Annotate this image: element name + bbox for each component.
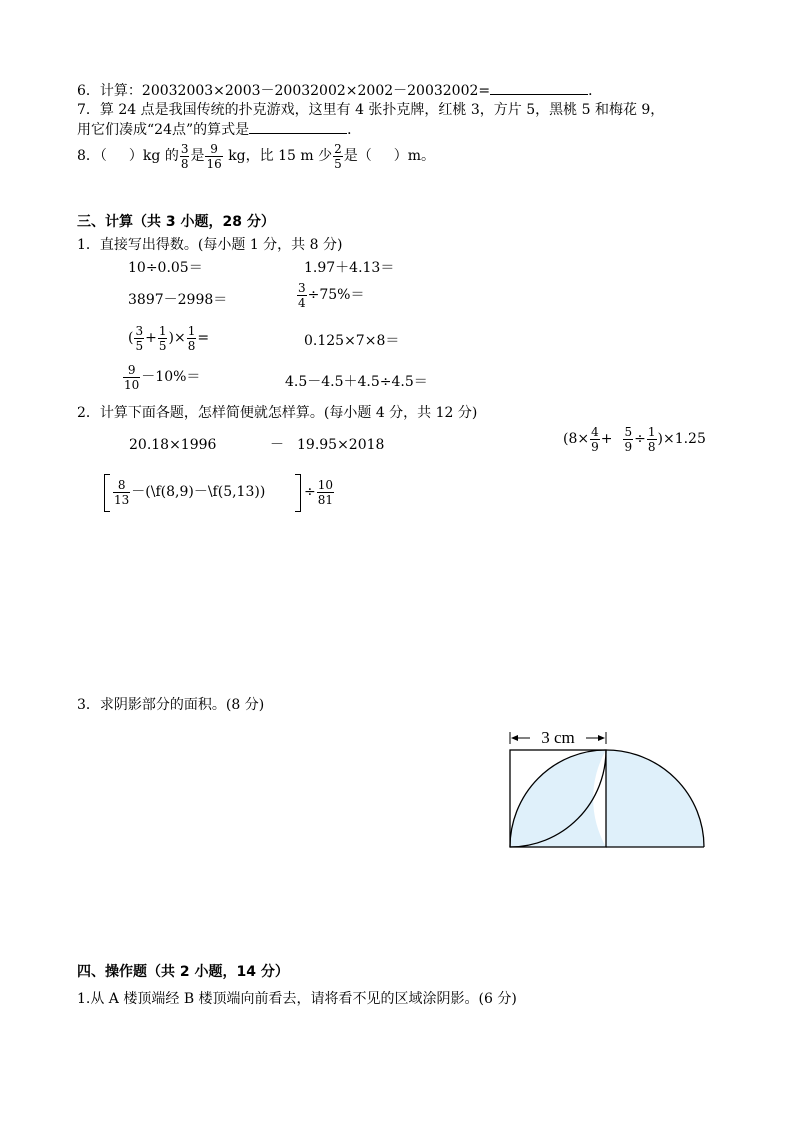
- denominator: 8: [647, 439, 656, 454]
- expr-7: [122, 362, 200, 392]
- numerator: 1: [158, 323, 167, 338]
- operator: ÷: [634, 431, 646, 447]
- answer-blank: [490, 80, 588, 95]
- fraction: [158, 324, 168, 353]
- fraction: [317, 478, 334, 507]
- numerator: 5: [624, 424, 633, 439]
- q8-part: kg，比 15 m 少: [223, 148, 333, 164]
- numerator: 1: [647, 424, 656, 439]
- expr-5: [128, 323, 209, 353]
- s4-q1-title: 1.从 A 楼顶端经 B 楼顶端向前看去，请将看不见的区域涂阴影。(6 分): [77, 991, 517, 1007]
- expr-8: 4.5－4.5＋4.5÷4.5＝: [285, 374, 428, 390]
- fraction: [123, 363, 140, 392]
- fraction: [113, 478, 130, 507]
- fraction: [590, 425, 600, 454]
- fraction: [205, 142, 222, 171]
- q8-part: 是（: [343, 148, 372, 164]
- question-7-line2: [77, 119, 361, 139]
- question-7-line1: 7．算 24 点是我国传统的扑克游戏，这里有 4 张扑克牌，红桃 3，方片 5，黑桃 5 和梅花 9，: [77, 102, 665, 118]
- operator: +: [600, 431, 613, 447]
- operator: =: [197, 330, 210, 346]
- calc-b-part: )×1.25: [657, 431, 706, 447]
- numerator: 3: [180, 141, 189, 156]
- numerator: 2: [334, 141, 342, 156]
- denominator: 8: [180, 156, 189, 171]
- denominator: 9: [591, 439, 599, 454]
- expr-4-text: ÷75%＝: [307, 287, 365, 303]
- denominator: 16: [206, 156, 222, 171]
- calc-c-text: －(\f(8,9)－\f(5,13)): [131, 484, 266, 500]
- fraction: [187, 324, 197, 353]
- q8-part: 是: [190, 148, 205, 164]
- calc-a-minus: －: [270, 437, 284, 453]
- calc-a-1: 20.18×1996: [129, 437, 217, 453]
- expr-6: 0.125×7×8＝: [304, 333, 400, 349]
- dim-arrow-left: [511, 735, 518, 741]
- operator: ÷: [304, 484, 316, 500]
- expr-1: 10÷0.05＝: [128, 260, 203, 276]
- section-3-title: 三、计算（共 3 小题，28 分）: [77, 214, 275, 230]
- numerator: 9: [205, 142, 222, 157]
- left-bracket: [104, 474, 110, 512]
- calc-b: [563, 424, 706, 454]
- numerator: 10: [317, 477, 334, 492]
- fraction: [647, 425, 657, 454]
- denominator: 5: [135, 338, 144, 353]
- paren: (: [128, 330, 134, 346]
- calc-a-2: 19.95×2018: [297, 437, 385, 453]
- answer-blank: [249, 119, 347, 134]
- operator: )×: [168, 330, 186, 346]
- section-4-title: 四、操作题（共 2 小题，14 分）: [77, 964, 289, 980]
- calc-b-part: (8×: [563, 431, 590, 447]
- denominator: 13: [114, 492, 130, 507]
- fraction: [134, 324, 144, 353]
- numerator: 3: [135, 323, 144, 338]
- numerator: 8: [113, 478, 130, 493]
- dim-label: 3 cm: [541, 728, 575, 747]
- expr-2: 1.97＋4.13＝: [304, 260, 395, 276]
- denominator: 9: [624, 439, 633, 454]
- shaded-quarter-circle: [606, 750, 704, 847]
- q6-tail: ．: [588, 83, 603, 99]
- q8-part: ）m。: [393, 148, 436, 164]
- denominator: 10: [124, 377, 140, 392]
- calc-c-tail: [304, 474, 335, 510]
- fraction: [333, 142, 343, 171]
- fraction: [180, 142, 190, 171]
- q8-part: 8．（: [77, 148, 107, 164]
- shaded-area-figure: [500, 722, 720, 857]
- q7-text: 用它们凑成“24点”的算式是: [77, 122, 250, 138]
- q6-text: 6．计算：20032003×2003－20032002×2002－20032002=: [77, 83, 491, 99]
- operator: +: [145, 330, 157, 346]
- numerator: 9: [123, 363, 140, 378]
- expr-7-text: －10%＝: [141, 369, 201, 385]
- denominator: 5: [158, 338, 167, 353]
- question-8: [77, 141, 435, 171]
- numerator: 1: [187, 323, 196, 338]
- expr-3: 3897－2998＝: [128, 292, 228, 308]
- q8-part: ）kg 的: [128, 148, 179, 164]
- denominator: 8: [187, 338, 196, 353]
- s3-q2-title: 2．计算下面各题，怎样简便就怎样算。(每小题 4 分，共 12 分): [77, 405, 478, 421]
- right-bracket: [295, 474, 301, 512]
- question-6: [77, 80, 602, 100]
- calc-c: [112, 474, 265, 510]
- numerator: 4: [591, 424, 599, 439]
- dim-arrow-right: [598, 735, 605, 741]
- fraction: [623, 425, 633, 454]
- s3-q3-title: 3．求阴影部分的面积。(8 分): [77, 697, 265, 713]
- denominator: 4: [298, 295, 306, 310]
- expr-4: [296, 280, 365, 310]
- s3-q1-title: 1．直接写出得数。(每小题 1 分，共 8 分): [77, 237, 343, 253]
- shaded-lune: [510, 750, 606, 847]
- fraction: [297, 281, 307, 310]
- q7-tail: ．: [347, 122, 362, 138]
- numerator: 3: [298, 280, 306, 295]
- denominator: 81: [317, 492, 334, 507]
- denominator: 5: [334, 156, 342, 171]
